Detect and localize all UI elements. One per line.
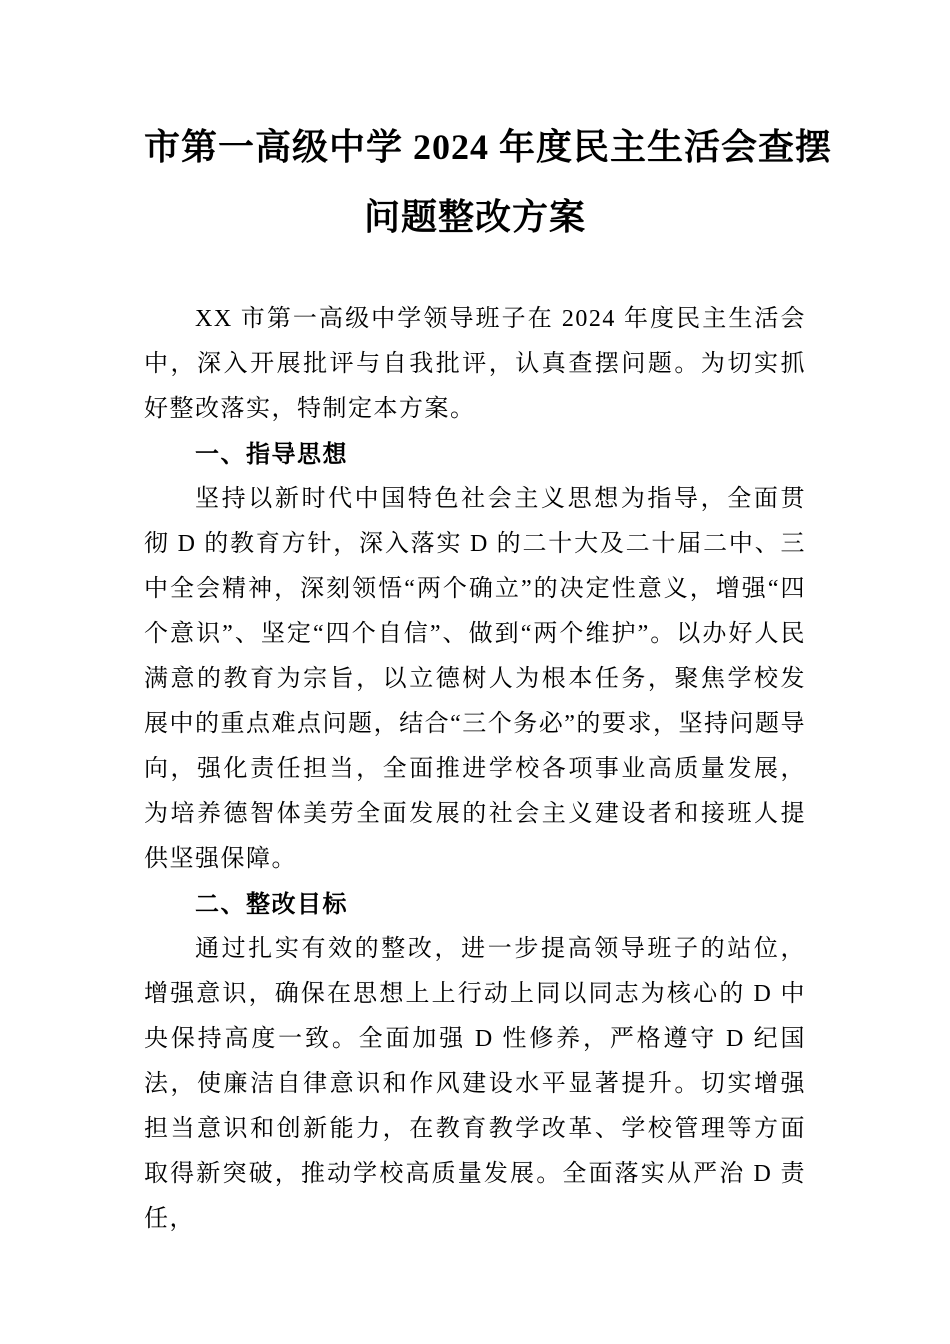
paragraph-intro: XX 市第一高级中学领导班子在 2024 年度民主生活会中，深入开展批评与自我批评，认真查摆问题。为切实抓好整改落实，特制定本方案。 <box>144 306 806 422</box>
paragraph-rectification-goals: 通过扎实有效的整改，进一步提高领导班子的站位，增强意识，确保在思想上上行动上同以同志为核心的 D 中央保持高度一致。全面加强 D 性修养，严格遵守 D 纪国法，使廉洁自律意识和作风建设水平显著提升。切实增强担当意识和创新能力，在教育教学改革、学校管理等方面取得新突破，推动学校高质量发展。全面落实从严治 D 责任， <box>144 936 806 1232</box>
document-title-line1: 市第一高级中学 2024 年度民主生活会查摆 <box>144 127 833 167</box>
document-body <box>144 297 806 1242</box>
document-title <box>144 112 833 252</box>
paragraph-guiding-ideology: 坚持以新时代中国特色社会主义思想为指导，全面贯彻 D 的教育方针，深入落实 D 的二十大及二十届二中、三中全会精神，深刻领悟“两个确立”的决定性意义，增强“四个意识”、坚定“四个自信”、做到“两个维护”。以办好人民满意的教育为宗旨，以立德树人为根本任务，聚焦学校发展中的重点难点问题，结合“三个务必”的要求，坚持问题导向，强化责任担当，全面推进学校各项事业高质量发展，为培养德智体美劳全面发展的社会主义建设者和接班人提供坚强保障。 <box>144 486 806 872</box>
section-heading-guiding-ideology: 一、指导思想 <box>195 441 348 468</box>
document-title-line2: 问题整改方案 <box>363 197 586 237</box>
section-heading-rectification-goals: 二、整改目标 <box>195 891 348 918</box>
